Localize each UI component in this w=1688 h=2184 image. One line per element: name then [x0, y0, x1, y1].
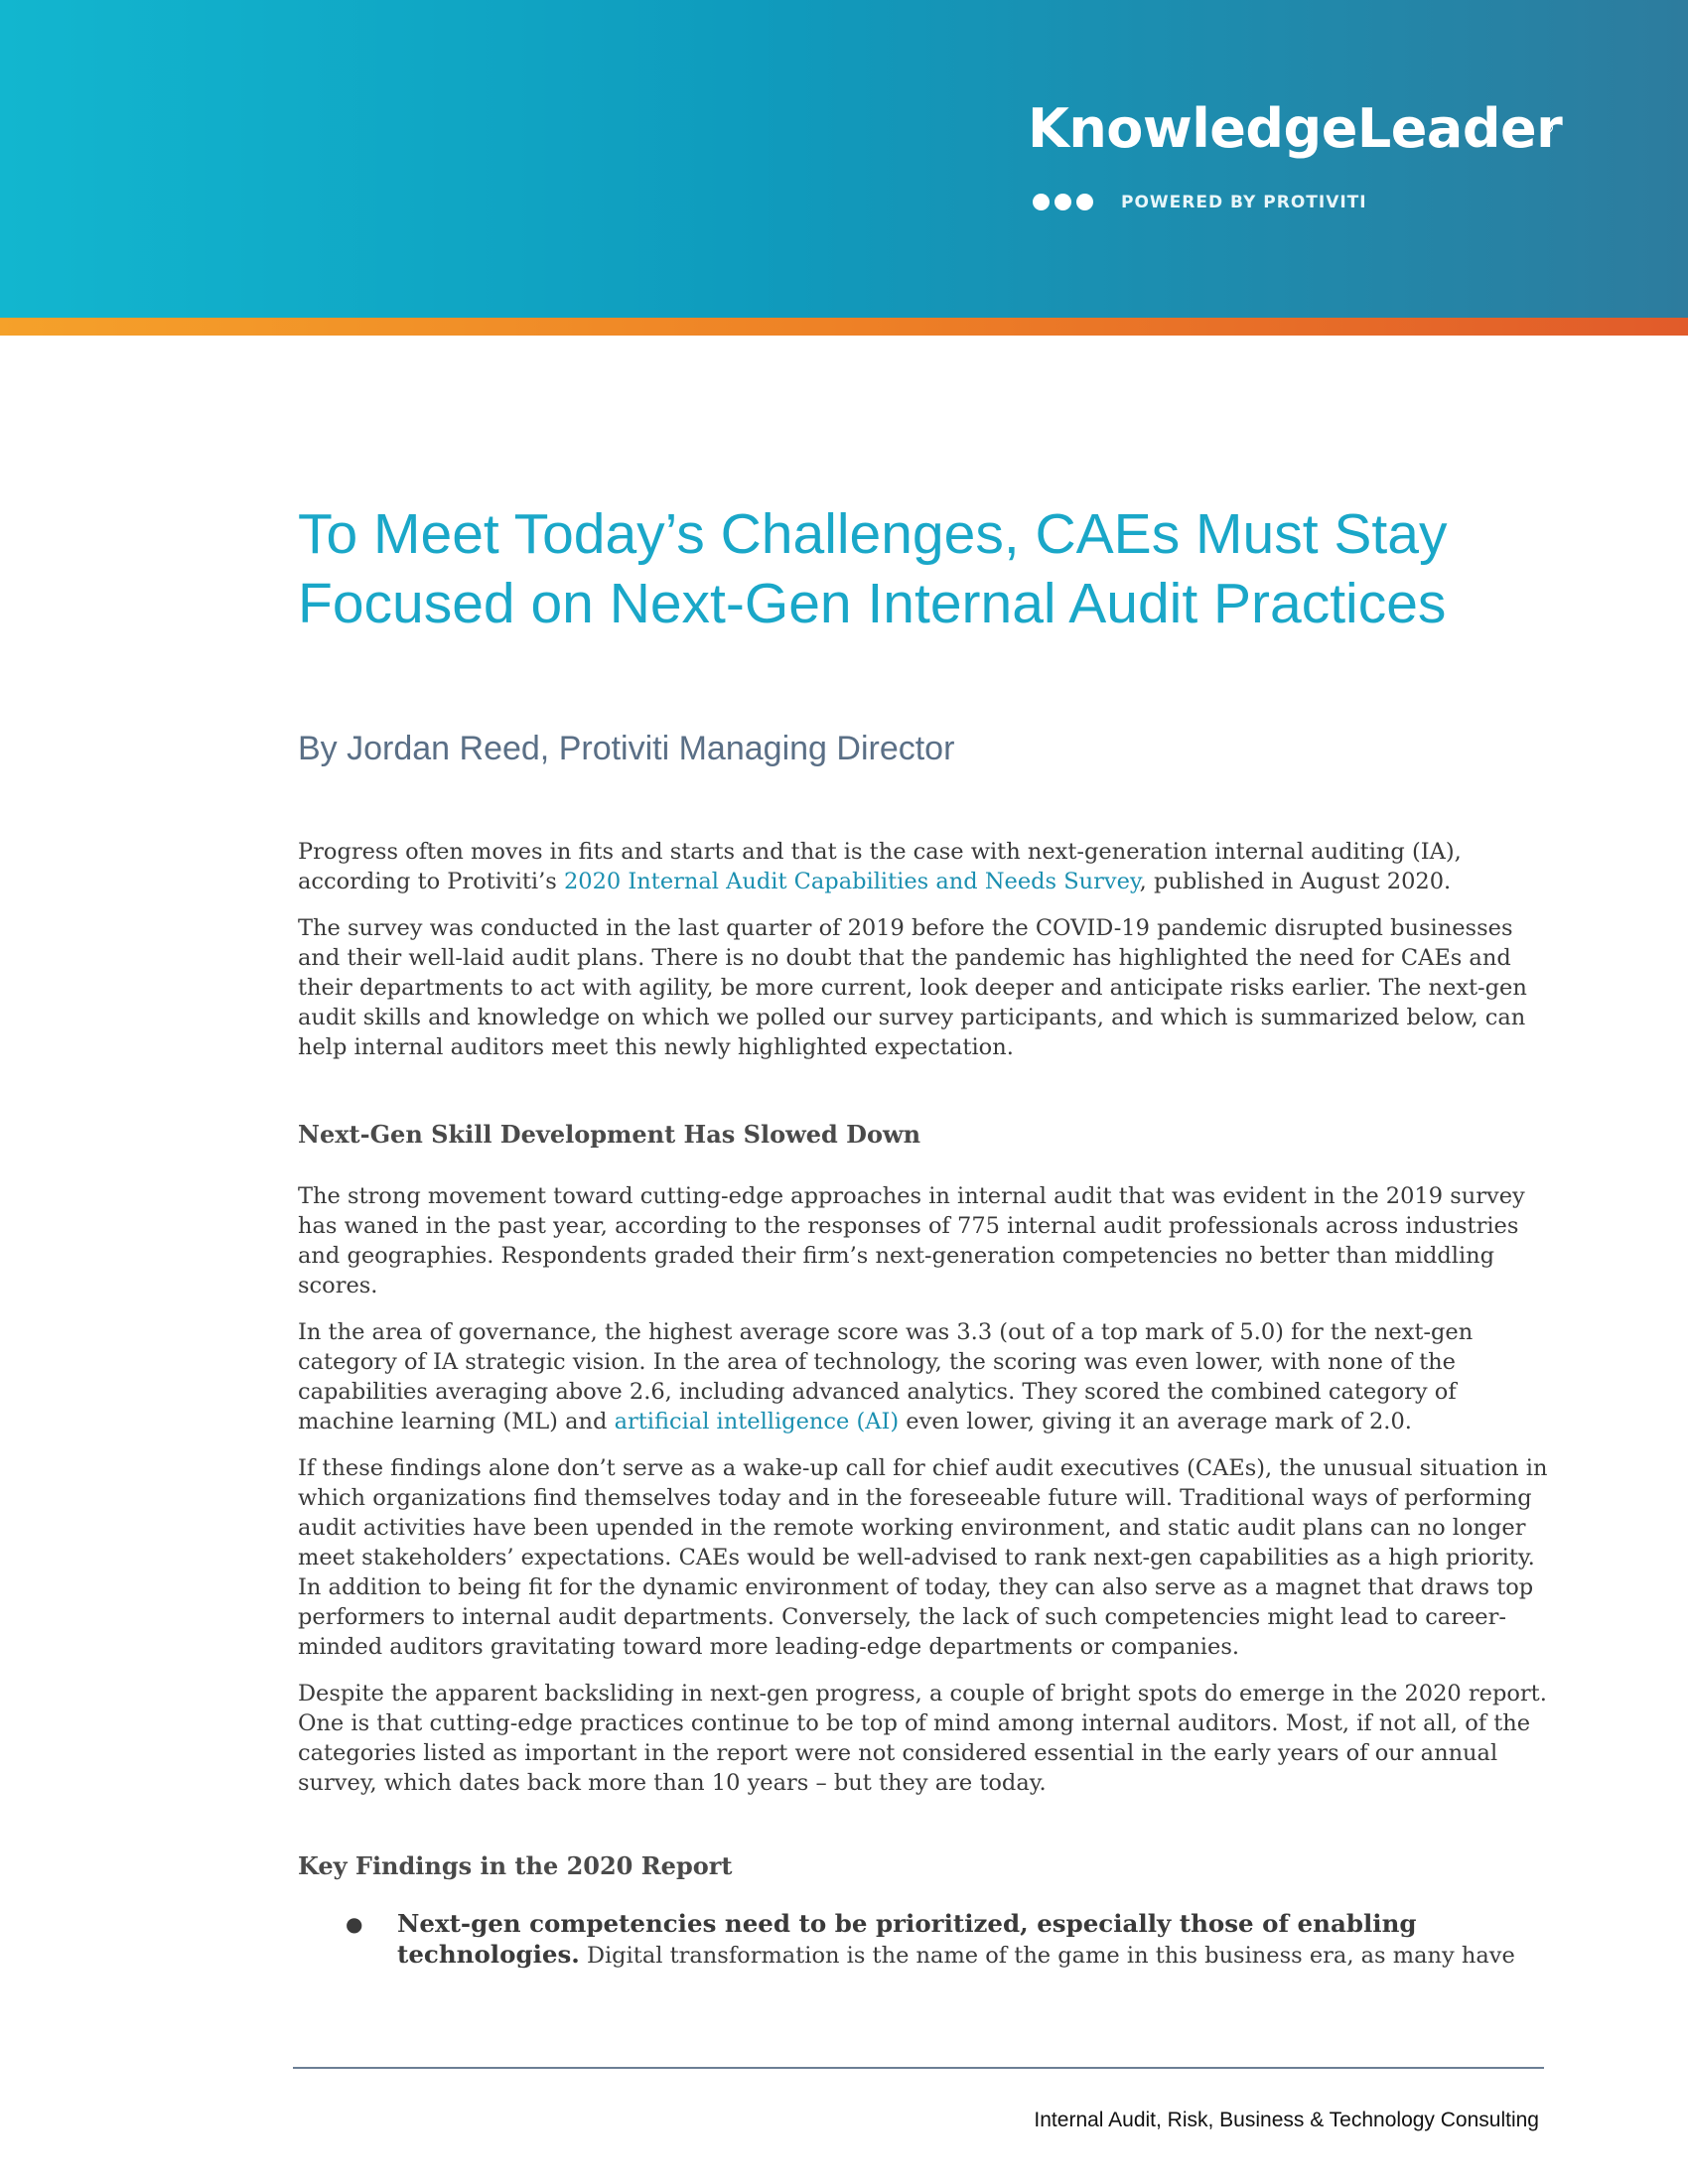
survey-link[interactable]: 2020 Internal Audit Capabilities and Needs Survey [563, 869, 1140, 894]
paragraph-intro: Progress often moves in fits and starts and that is the case with next-generation internal auditing (IA), according to Protiviti’s 2020 Internal Audit Capabilities and Needs Survey, published in August 2020. [298, 839, 1462, 894]
logo-dot [1076, 194, 1093, 210]
bullet-icon: ● [346, 1912, 363, 1936]
section-heading-slowdown: Next-Gen Skill Development Has Slowed Down [298, 1120, 921, 1149]
logo-dot [1033, 194, 1050, 210]
logo-dots-icon [1033, 194, 1093, 210]
paragraph-governance: In the area of governance, the highest average score was 3.3 (out of a top mark of 5.0) for the next-gen category of IA strategic vision. In the area of technology, the scoring was even lower, with none of the capabilities averaging above 2.6, including advanced analytics. They scored the combined category of machine learning (ML) and artificial intelligence (AI) even lower, giving it an average mark of 2.0. [298, 1319, 1474, 1434]
paragraph-movement: The strong movement toward cutting-edge approaches in internal audit that was evident in the 2019 survey has waned in the past year, according to the responses of 775 internal audit professionals across industries and geographies. Respondents graded their firm’s next-generation competencies no better than middling scores. [298, 1183, 1525, 1298]
header-accent-rule [0, 318, 1688, 336]
article-body [298, 837, 1549, 1971]
logo-dot [1055, 194, 1071, 210]
registered-mark-icon [1542, 122, 1553, 133]
knowledgeleader-logo: KnowledgeLeader [1028, 97, 1563, 160]
powered-by-label: POWERED BY PROTIVITI [1121, 193, 1367, 212]
footer-rule [293, 2067, 1544, 2069]
article-byline: By Jordan Reed, Protiviti Managing Director [298, 730, 955, 767]
footer-tagline: Internal Audit, Risk, Business & Technology Consulting [1034, 2109, 1539, 2131]
key-findings-list [298, 1909, 1549, 1971]
list-item: ● Next-gen competencies need to be prioritized, especially those of enabling technologies. Digital transformation is the name of the game in this business era, as many have [346, 1909, 1515, 1969]
paragraph-wakeup: If these findings alone don’t serve as a wake-up call for chief audit executives (CAEs), the unusual situation in which organizations find themselves today and in the foreseeable future will. Traditional ways of performing audit activities have been upended in the remote working environment, and static audit plans can no longer meet stakeholders’ expectations. CAEs would be well-advised to rank next-gen capabilities as a high priority. In addition to being fit for the dynamic environment of today, they can also serve as a magnet that draws top performers to internal audit departments. Conversely, the lack of such competencies might lead to career-minded auditors gravitating toward more leading-edge departments or companies. [298, 1455, 1548, 1660]
section-heading-key-findings: Key Findings in the 2020 Report [298, 1851, 733, 1880]
paragraph-survey: The survey was conducted in the last quarter of 2019 before the COVID-19 pandemic disrupted businesses and their well-laid audit plans. There is no doubt that the pandemic has highlighted the need for CAEs and their departments to act with agility, be more current, look deeper and anticipate risks earlier. The next-gen audit skills and knowledge on which we polled our survey participants, and which is summarized below, can help internal auditors meet this newly highlighted expectation. [298, 915, 1527, 1060]
article-title: To Meet Today’s Challenges, CAEs Must Stay Focused on Next-Gen Internal Audit Practices [298, 502, 1448, 635]
ai-link[interactable]: artificial intelligence (AI) [614, 1409, 900, 1434]
paragraph-bright-spots: Despite the apparent backsliding in next-gen progress, a couple of bright spots do emerge in the 2020 report. One is that cutting-edge practices continue to be top of mind among internal auditors. Most, if not all, of the categories listed as important in the report were not considered essential in the early years of our annual survey, which dates back more than 10 years – but they are today. [298, 1681, 1547, 1796]
